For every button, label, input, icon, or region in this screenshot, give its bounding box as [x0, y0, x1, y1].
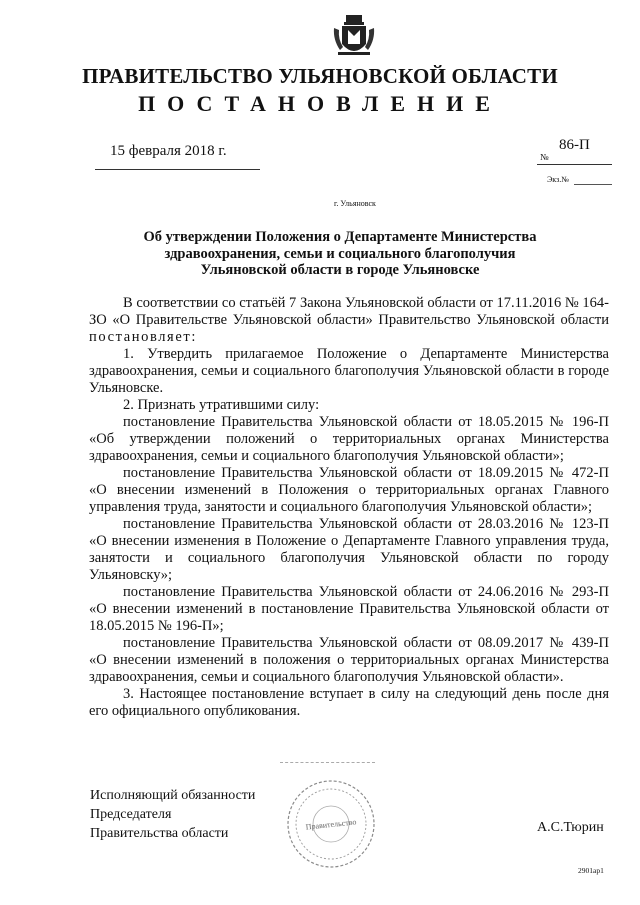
stamp-text: Правительство	[305, 817, 357, 832]
repealed-item: постановление Правительства Ульяновской области от 08.09.2017 № 439-П «О внесении изменений в положения о территориальных органах Министерства здравоохранения, семьи и социального благополучия Ульяновской области».	[89, 635, 609, 685]
number-sign: №	[540, 152, 549, 162]
document-date: 15 февраля 2018 г.	[110, 143, 227, 159]
copy-label: Экз.№	[547, 175, 569, 184]
signer-position: Председателя	[90, 807, 172, 822]
preamble-text: В соответствии со статьёй 7 Закона Ульяновской области от 17.11.2016 № 164-ЗО «О Правительстве Ульяновской области» Правительство Ульяновской области	[89, 295, 609, 328]
end-divider	[280, 762, 375, 763]
government-name: ПРАВИТЕЛЬСТВО УЛЬЯНОВСКОЙ ОБЛАСТИ	[82, 64, 558, 88]
signer-position: Правительства области	[90, 826, 229, 841]
repealed-item: постановление Правительства Ульяновской области от 28.03.2016 № 123-П «О внесении изменения в Положение о Департаменте Главного управления труда, занятости и социального благополучия Ульяновской области по городу Ульяновску»;	[89, 516, 609, 583]
signature-block	[90, 786, 255, 843]
document-body	[89, 295, 609, 720]
number-underline	[537, 164, 612, 165]
preamble-paragraph: В соответствии со статьёй 7 Закона Ульяновской области от 17.11.2016 № 164-ЗО «О Правительстве Ульяновской области» Правительство Ульяновской области постановляет:	[89, 295, 609, 345]
document-type: ПОСТАНОВЛЕНИЕ	[138, 91, 502, 116]
title-line: здравоохранения, семьи и социального благополучия	[164, 245, 516, 262]
paragraph-1: 1. Утвердить прилагаемое Положение о Департаменте Министерства здравоохранения, семьи и социального благополучия Ульяновской области в городе Ульяновске.	[89, 346, 609, 396]
copy-underline	[574, 184, 612, 185]
paragraph-2: 2. Признать утратившими силу:	[123, 397, 320, 413]
signer-name: А.С.Тюрин	[537, 820, 604, 835]
signer-position: Исполняющий обязанности	[90, 788, 256, 803]
title-line: Об утверждении Положения о Департаменте Министерства	[143, 229, 537, 245]
repealed-item: постановление Правительства Ульяновской области от 24.06.2016 № 293-П «О внесении изменений в постановление Правительства Ульяновской области от 18.05.2015 № 196-П»;	[89, 584, 609, 634]
title-line: Ульяновской области в городе Ульяновске	[200, 262, 480, 278]
document-title	[120, 229, 560, 279]
repealed-item: постановление Правительства Ульяновской области от 18.05.2015 № 196-П «Об утверждении положений о территориальных органах Министерства здравоохранения, семьи и социального благополучия Ульяновской области»;	[89, 414, 609, 464]
repealed-item: постановление Правительства Ульяновской области от 18.09.2015 № 472-П «О внесении изменений в Положения о территориальных органах Главного управления труда, занятости и социального благополучия Ульяновской области»;	[89, 465, 609, 515]
document-number	[537, 137, 612, 165]
decides-word: постановляет	[89, 329, 192, 345]
coat-of-arms-icon	[331, 14, 377, 60]
city: г. Ульяновск	[334, 199, 376, 208]
paragraph-3: 3. Настоящее постановление вступает в силу на следующий день после дня его официального опубликования.	[89, 686, 609, 719]
date-underline	[95, 169, 260, 170]
document-code: 2901ар1	[578, 866, 604, 875]
number-value: 86-П	[559, 137, 590, 153]
official-stamp-icon	[285, 778, 377, 870]
